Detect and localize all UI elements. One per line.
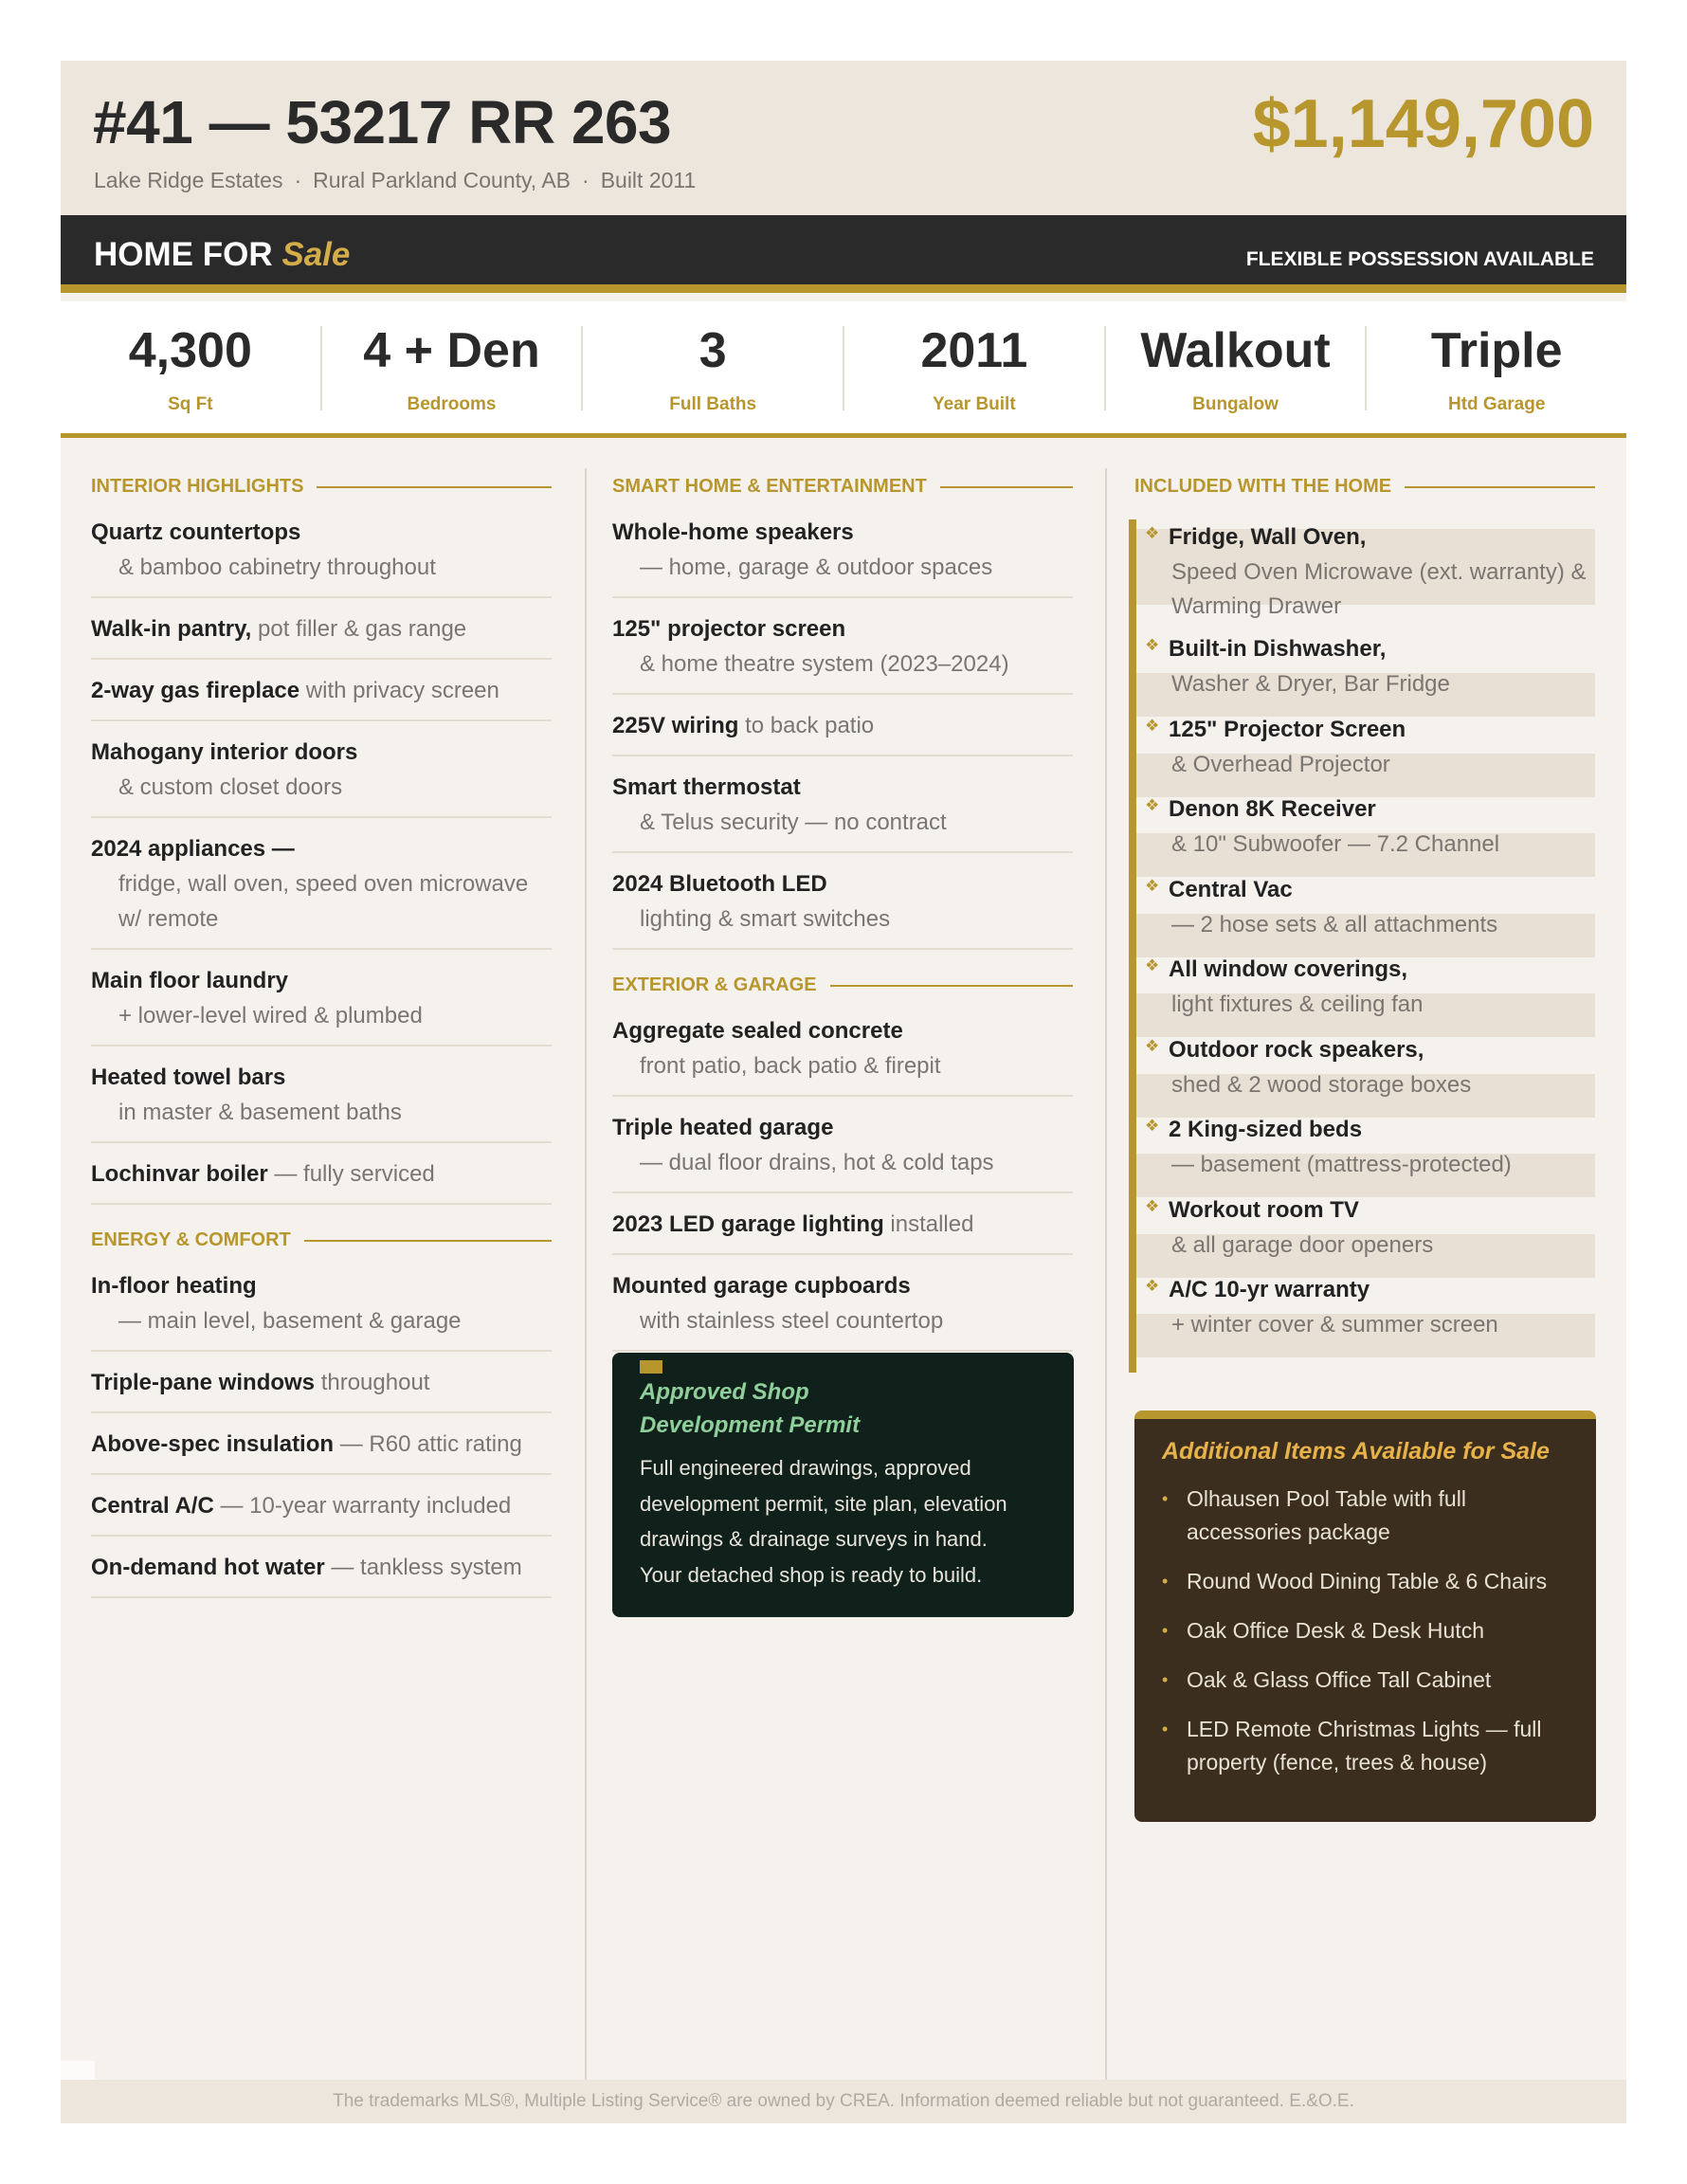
feature-detail: in master & basement baths — [118, 1100, 402, 1125]
feature-title: Mahogany interior doors — [91, 739, 358, 765]
section-title-energy: ENERGY & COMFORT — [91, 1229, 552, 1251]
feature-detail: fridge, wall oven, speed oven microwave w/ remote — [118, 871, 529, 932]
stat-label: Htd Garage — [1447, 394, 1546, 414]
included-item-detail: — basement (mattress-protected) — [1171, 1152, 1512, 1177]
stat-value: 2011 — [920, 323, 1028, 378]
included-item — [1136, 712, 1595, 792]
diamond-bullet-icon: ❖ — [1145, 1117, 1160, 1135]
included-item-detail: — 2 hose sets & all attachments — [1171, 911, 1498, 937]
permit-callout — [612, 1353, 1074, 1617]
feature-detail: front patio, back patio & firepit — [640, 1053, 941, 1079]
property-address: #41 — 53217 RR 263 — [93, 88, 672, 156]
feature-note: — fully serviced — [274, 1161, 435, 1187]
column-divider — [1105, 468, 1107, 2118]
feature-item — [612, 1000, 1073, 1097]
feature-item — [91, 1352, 552, 1413]
home-for-sale-heading: HOME FOR Sale — [94, 236, 351, 273]
additional-item: • Oak & Glass Office Tall Cabinet — [1162, 1664, 1569, 1697]
feature-title: Triple heated garage — [612, 1115, 834, 1140]
additional-item: • Round Wood Dining Table & 6 Chairs — [1162, 1565, 1569, 1598]
diamond-bullet-icon: ❖ — [1145, 524, 1160, 542]
feature-note: throughout — [320, 1370, 430, 1395]
feature-title: 2024 Bluetooth LED — [612, 871, 827, 897]
interior-list — [91, 501, 552, 1205]
diamond-bullet-icon: ❖ — [1145, 876, 1160, 895]
feature-title: 2023 LED garage lighting — [612, 1211, 884, 1237]
feature-item — [91, 1475, 552, 1537]
included-item-detail: & all garage door openers — [1171, 1231, 1434, 1258]
section-title-smart: SMART HOME & ENTERTAINMENT — [612, 476, 1073, 498]
additional-items-box — [1134, 1410, 1596, 1822]
stat-value: 4 + Den — [363, 323, 540, 378]
feature-title: Above-spec insulation — [91, 1431, 335, 1457]
feature-item — [612, 1255, 1073, 1352]
included-item-title: Outdoor rock speakers, — [1169, 1036, 1424, 1063]
feature-item — [91, 950, 552, 1046]
feature-title: Heated towel bars — [91, 1065, 286, 1090]
feature-title: Whole-home speakers — [612, 519, 854, 545]
feature-title: 125" projector screen — [612, 616, 846, 642]
stat-5 — [1367, 323, 1626, 414]
additional-item: • LED Remote Christmas Lights — full property (fence, trees & house) — [1162, 1713, 1569, 1779]
included-item-detail: + winter cover & summer screen — [1171, 1312, 1498, 1338]
diamond-bullet-icon: ❖ — [1145, 956, 1160, 974]
feature-detail: — main level, basement & garage — [118, 1308, 462, 1334]
feature-detail: + lower-level wired & plumbed — [118, 1003, 423, 1028]
bullet-icon: • — [1162, 1670, 1169, 1689]
feature-item — [612, 1097, 1073, 1193]
included-item-title: A/C 10-yr warranty — [1169, 1277, 1370, 1302]
sale-word: Sale — [281, 236, 351, 273]
included-item — [1136, 872, 1595, 953]
feature-detail: with stainless steel countertop — [640, 1308, 944, 1334]
stat-label: Bedrooms — [407, 394, 497, 414]
feature-item — [612, 1193, 1073, 1255]
feature-title: Smart thermostat — [612, 774, 801, 800]
feature-title: Central A/C — [91, 1493, 214, 1519]
included-item-detail: light fixtures & ceiling fan — [1171, 992, 1424, 1017]
included-item — [1136, 631, 1595, 712]
feature-detail: lighting & smart switches — [640, 906, 891, 932]
bullet-icon: • — [1162, 1720, 1169, 1738]
diamond-bullet-icon: ❖ — [1145, 796, 1160, 814]
feature-title: Mounted garage cupboards — [612, 1273, 911, 1299]
stat-label: Full Baths — [669, 394, 757, 414]
included-item-title: Denon 8K Receiver — [1169, 796, 1376, 822]
permit-body: Full engineered drawings, approved development permit, site plan, elevation drawings & drainage surveys in hand. Your detached shop is ready to build. — [640, 1456, 1007, 1587]
energy-list — [91, 1255, 552, 1598]
feature-note: pot filler & gas range — [258, 616, 467, 642]
feature-item — [91, 660, 552, 721]
stat-2 — [583, 323, 844, 414]
included-item-title: Fridge, Wall Oven, — [1169, 524, 1367, 550]
feature-item — [91, 1046, 552, 1143]
included-item-title: Workout room TV — [1169, 1196, 1359, 1223]
included-item — [1136, 1112, 1595, 1192]
stat-label: Year Built — [933, 394, 1016, 414]
diamond-bullet-icon: ❖ — [1145, 636, 1160, 654]
feature-note: to back patio — [745, 713, 875, 738]
additional-items-list — [1162, 1483, 1569, 1779]
feature-item — [91, 1255, 552, 1352]
smart-list — [612, 501, 1073, 950]
additional-items-title: Additional Items Available for Sale — [1162, 1438, 1550, 1465]
location-text: Rural Parkland County, AB — [313, 168, 571, 192]
feature-item — [91, 818, 552, 950]
feature-note: with privacy screen — [305, 678, 499, 703]
included-item-detail: Washer & Dryer, Bar Fridge — [1171, 671, 1450, 697]
feature-detail: — dual floor drains, hot & cold taps — [640, 1150, 994, 1175]
included-item-title: 125" Projector Screen — [1169, 716, 1406, 742]
section-title-interior: INTERIOR HIGHLIGHTS — [91, 476, 552, 498]
additional-item: • Oak Office Desk & Desk Hutch — [1162, 1614, 1569, 1647]
included-item — [1136, 952, 1595, 1032]
feature-title: Aggregate sealed concrete — [612, 1018, 903, 1044]
stat-value: 3 — [698, 323, 727, 378]
feature-title: 2-way gas fireplace — [91, 678, 300, 703]
feature-item — [612, 598, 1073, 695]
feature-title: 2024 appliances — — [91, 836, 295, 862]
sale-banner — [61, 215, 1626, 293]
feature-item — [612, 853, 1073, 950]
column-left — [91, 438, 552, 1598]
column-middle — [612, 438, 1073, 1352]
included-item — [1136, 1192, 1595, 1273]
feature-title: Walk-in pantry, — [91, 616, 252, 642]
stat-4 — [1106, 323, 1368, 414]
feature-detail: — home, garage & outdoor spaces — [640, 555, 993, 580]
column-right — [1134, 438, 1595, 498]
feature-item — [91, 1537, 552, 1598]
feature-item — [91, 721, 552, 818]
included-item-title: 2 King-sized beds — [1169, 1117, 1363, 1142]
feature-detail: & Telus security — no contract — [640, 810, 947, 835]
listing-header — [61, 61, 1626, 215]
included-item — [1136, 1032, 1595, 1113]
feature-item — [612, 695, 1073, 756]
column-divider — [585, 468, 587, 2118]
included-item-title: All window coverings, — [1169, 956, 1408, 982]
feature-item — [91, 1413, 552, 1475]
included-item-detail: & 10" Subwoofer — 7.2 Channel — [1171, 831, 1500, 857]
included-item — [1136, 1272, 1595, 1353]
included-item-title: Central Vac — [1169, 876, 1293, 902]
disclaimer-footer: The trademarks MLS®, Multiple Listing Service® are owned by CREA. Information deemed reliable but not guaranteed. E.&O.E. — [61, 2080, 1626, 2123]
included-item-detail: & Overhead Projector — [1171, 751, 1390, 777]
feature-title: In-floor heating — [91, 1273, 257, 1299]
listing-price: $1,149,700 — [1252, 86, 1594, 162]
feature-item — [612, 756, 1073, 853]
permit-title: Approved Shop Development Permit — [640, 1379, 861, 1438]
included-item — [1136, 792, 1595, 872]
stat-label: Sq Ft — [168, 394, 213, 414]
stat-value: 4,300 — [128, 323, 252, 378]
stat-0 — [61, 323, 322, 414]
included-item — [1136, 519, 1595, 631]
included-item-title: Built-in Dishwasher, — [1169, 636, 1387, 662]
bullet-icon: • — [1162, 1621, 1169, 1640]
stat-value: Walkout — [1140, 323, 1331, 378]
property-subtitle: Lake Ridge Estates · Rural Parkland County, AB · Built 2011 — [94, 168, 697, 192]
feature-item — [91, 598, 552, 660]
feature-title: Quartz countertops — [91, 519, 301, 545]
section-title-included: INCLUDED WITH THE HOME — [1134, 476, 1595, 498]
included-list — [1129, 519, 1595, 1373]
feature-title: Triple-pane windows — [91, 1370, 316, 1395]
stat-value: Triple — [1430, 323, 1563, 378]
included-item-detail: shed & 2 wood storage boxes — [1171, 1071, 1472, 1098]
feature-item — [91, 501, 552, 598]
feature-note: installed — [890, 1211, 974, 1237]
feature-title: Lochinvar boiler — [91, 1161, 268, 1187]
stat-1 — [322, 323, 584, 414]
feature-detail: & bamboo cabinetry throughout — [118, 555, 436, 580]
stat-3 — [844, 323, 1106, 414]
section-title-exterior: EXTERIOR & GARAGE — [612, 974, 1073, 996]
feature-note: — 10-year warranty included — [220, 1493, 512, 1519]
bullet-icon: • — [1162, 1572, 1169, 1591]
diamond-bullet-icon: ❖ — [1145, 1036, 1160, 1055]
key-stats — [61, 301, 1626, 438]
feature-detail: & custom closet doors — [118, 774, 343, 800]
feature-title: 225V wiring — [612, 713, 739, 738]
built-text: Built 2011 — [600, 168, 697, 192]
feature-title: On-demand hot water — [91, 1555, 325, 1580]
community-name: Lake Ridge Estates — [94, 168, 283, 192]
feature-note: — R60 attic rating — [339, 1431, 522, 1457]
feature-item — [612, 501, 1073, 598]
diamond-bullet-icon: ❖ — [1145, 716, 1160, 735]
exterior-list — [612, 1000, 1073, 1352]
feature-note: — tankless system — [331, 1555, 522, 1580]
diamond-bullet-icon: ❖ — [1145, 1196, 1160, 1215]
additional-item: • Olhausen Pool Table with full accessories package — [1162, 1483, 1569, 1549]
possession-note: FLEXIBLE POSSESSION AVAILABLE — [1245, 248, 1594, 270]
listing-sheet — [61, 61, 1626, 2123]
feature-title: Main floor laundry — [91, 968, 289, 993]
feature-item — [91, 1143, 552, 1205]
stat-label: Bungalow — [1192, 394, 1279, 414]
diamond-bullet-icon: ❖ — [1145, 1277, 1160, 1295]
bullet-icon: • — [1162, 1489, 1169, 1508]
feature-detail: & home theatre system (2023–2024) — [640, 651, 1009, 677]
permit-tab — [640, 1360, 662, 1374]
included-item-detail: Speed Oven Microwave (ext. warranty) & Warming Drawer — [1171, 559, 1587, 619]
